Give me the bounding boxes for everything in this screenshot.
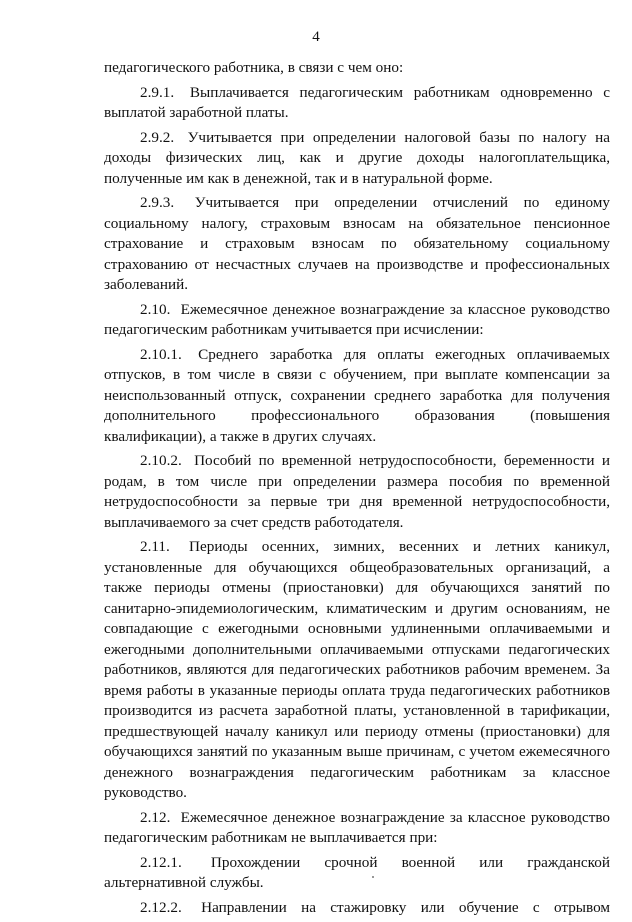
clause-number: 2.10.2. [140, 452, 182, 469]
paragraph-text: Учитывается при определении налоговой базы по налогу на доходы физических лиц, как и другие доходы налогоплательщика, полученные им как в денежной, так и в натуральной форме. [104, 128, 611, 187]
clause-number: 2.10.1. [140, 345, 182, 363]
paragraph-text: Учитывается при определении отчислений по единому социальному налогу, страховым взносам на обязательное пенсионное страхование и страховым взносам по обязательному социальному страхованию от несчастных случаев на производстве и профессиональных заболеваний. [104, 194, 611, 293]
paragraph-2-10 [104, 300, 610, 341]
paragraph-2-12-1 [104, 853, 610, 894]
paragraph-text: Периоды осенних, зимних, весенних и летних каникул, установленные для обучающихся общеобразовательных организаций, а также периоды отмены (приостановки) для обучающихся занятий по санитарно-эпидемиологическим, климатическим и другим основаниям, не совпадающие с ежегодными основными удлиненными оплачиваемыми и ежегодными дополнительными оплачиваемыми отпусками педагогических работников, являются для педагогических работников рабочим временем. За время работы в указанные периоды оплата труда педагогических работников производится из расчета заработной платы, установленной в тарификации, предшествующей началу каникул или периоду отмены (приостановки) для обучающихся занятий по указанным выше причинам, с учетом ежемесячного денежного вознаграждения педагогическим работникам за классное руководство. [104, 538, 610, 801]
clause-number: 2.9.2. [140, 128, 175, 146]
paragraph-2-9-1 [104, 83, 610, 124]
clause-number: 2.11. [140, 538, 170, 555]
paragraph-text: Ежемесячное денежное вознаграждение за классное руководство педагогическим работникам не выплачивается при: [104, 808, 611, 846]
document-body [104, 58, 610, 922]
paragraph-text: Прохождении срочной военной или гражданской альтернативной службы. [104, 853, 611, 891]
clause-number: 2.10. [140, 300, 171, 318]
paragraph-continuation [104, 58, 610, 79]
paragraph-text: Пособий по временной нетрудоспособности, беременности и родам, в том числе при определении размера пособия по временной нетрудоспособности за первые три дня временной нетрудоспособности, выплачиваемого за счет средств работодателя. [104, 452, 610, 531]
clause-number: 2.12.1. [140, 853, 182, 871]
paragraph-text: педагогического работника, в связи с чем оно: [104, 59, 404, 76]
paragraph-text: Среднего заработка для оплаты ежегодных оплачиваемых отпусков, в том числе в связи с обучением, при выплате компенсации за неиспользованный отпуск, сохранении среднего заработка для получения дополнительного профессионального образования (повышения квалификации), а также в других случаях. [104, 345, 610, 445]
clause-number: 2.9.1. [140, 83, 175, 101]
paragraph-2-9-3 [104, 193, 610, 296]
paragraph-2-12-2 [104, 898, 610, 919]
paragraph-2-10-1 [104, 345, 610, 448]
paragraph-text: Выплачивается педагогическим работникам одновременно с выплатой заработной платы. [104, 83, 610, 121]
page-number: 4 [312, 29, 320, 45]
paragraph-text: Направлении на стажировку или обучение с отрывом [201, 898, 610, 916]
clause-number: 2.12.2. [140, 898, 182, 916]
paragraph-2-10-2 [104, 451, 610, 533]
paragraph-2-12 [104, 808, 610, 849]
paragraph-2-9-2 [104, 128, 610, 190]
clause-number: 2.9.3. [140, 194, 175, 211]
paragraph-text: Ежемесячное денежное вознаграждение за классное руководство педагогическим работникам учитывается при исчислении: [104, 300, 611, 338]
scan-speck [372, 876, 374, 878]
paragraph-2-11 [104, 537, 610, 804]
clause-number: 2.12. [140, 808, 171, 826]
